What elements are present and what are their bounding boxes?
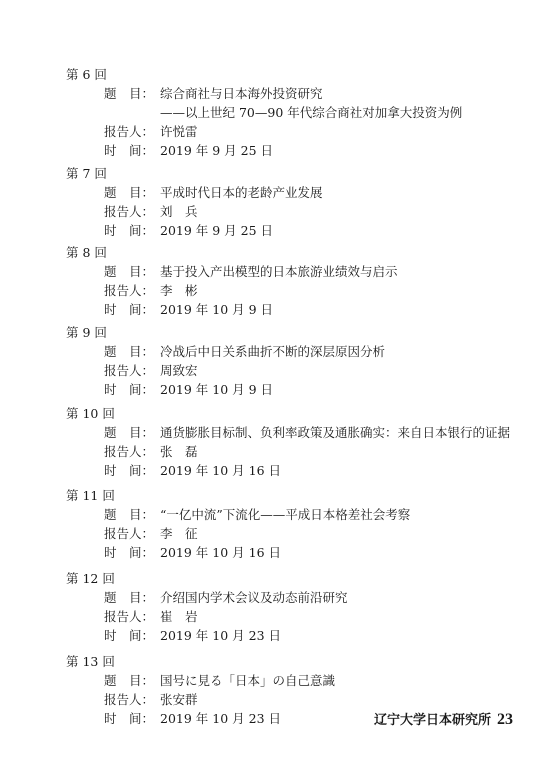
reporter-row xyxy=(66,442,516,461)
topic-label: 题 目： xyxy=(104,344,155,359)
session-block xyxy=(66,165,516,240)
reporter-label: 报告人： xyxy=(104,692,155,707)
topic-value: “一亿中流”下流化——平成日本格差社会考察 xyxy=(160,507,411,522)
time-value: 2019 年 10 月 9 日 xyxy=(160,382,274,397)
reporter-value: 李 征 xyxy=(160,526,198,541)
reporter-value: 崔 岩 xyxy=(160,609,198,624)
topic-label: 题 目： xyxy=(104,264,155,279)
topic-value: 通货膨胀目标制、负利率政策及通胀确实：来自日本银行的证据 xyxy=(160,425,511,440)
topic-subtitle: ——以上世纪 70—90 年代综合商社对加拿大投资为例 xyxy=(160,105,463,120)
topic-row xyxy=(66,588,516,607)
time-row xyxy=(66,461,516,480)
time-value: 2019 年 10 月 23 日 xyxy=(160,628,281,643)
time-label: 时 间： xyxy=(104,463,155,478)
time-label: 时 间： xyxy=(104,143,155,158)
topic-row xyxy=(66,505,516,524)
reporter-label: 报告人： xyxy=(104,283,155,298)
session-block xyxy=(66,405,516,480)
reporter-value: 许悦雷 xyxy=(160,124,198,139)
topic-value: 冷战后中日关系曲折不断的深层原因分析 xyxy=(160,344,386,359)
reporter-label: 报告人： xyxy=(104,363,155,378)
reporter-row xyxy=(66,122,516,141)
reporter-row xyxy=(66,690,516,709)
time-value: 2019 年 9 月 25 日 xyxy=(160,223,274,238)
reporter-row xyxy=(66,524,516,543)
topic-label: 题 目： xyxy=(104,590,155,605)
topic-row xyxy=(66,423,516,442)
topic-label: 题 目： xyxy=(104,86,155,101)
page-number: 23 xyxy=(497,711,513,728)
time-value: 2019 年 10 月 23 日 xyxy=(160,711,281,726)
topic-row xyxy=(66,671,516,690)
time-label: 时 间： xyxy=(104,223,155,238)
time-row xyxy=(66,300,516,319)
topic-row xyxy=(66,342,516,361)
session-block xyxy=(66,66,516,160)
session-heading: 第 8 回 xyxy=(66,245,107,260)
time-row xyxy=(66,141,516,160)
session-heading: 第 10 回 xyxy=(66,406,115,421)
reporter-label: 报告人： xyxy=(104,204,155,219)
page-footer xyxy=(374,709,513,729)
reporter-row xyxy=(66,202,516,221)
time-label: 时 间： xyxy=(104,628,155,643)
reporter-row xyxy=(66,607,516,626)
reporter-value: 刘 兵 xyxy=(160,204,198,219)
reporter-value: 周致宏 xyxy=(160,363,198,378)
reporter-label: 报告人： xyxy=(104,124,155,139)
topic-row xyxy=(66,84,516,103)
topic-label: 题 目： xyxy=(104,425,155,440)
time-row xyxy=(66,626,516,645)
topic-label: 题 目： xyxy=(104,185,155,200)
reporter-label: 报告人： xyxy=(104,526,155,541)
time-value: 2019 年 10 月 16 日 xyxy=(160,463,281,478)
session-heading: 第 13 回 xyxy=(66,654,115,669)
reporter-row xyxy=(66,361,516,380)
time-value: 2019 年 10 月 9 日 xyxy=(160,302,274,317)
time-label: 时 间： xyxy=(104,711,155,726)
reporter-label: 报告人： xyxy=(104,609,155,624)
time-value: 2019 年 9 月 25 日 xyxy=(160,143,274,158)
topic-label: 题 目： xyxy=(104,507,155,522)
time-label: 时 间： xyxy=(104,545,155,560)
reporter-row xyxy=(66,281,516,300)
session-block xyxy=(66,244,516,319)
session-heading: 第 12 回 xyxy=(66,571,115,586)
topic-value: 国号に見る「日本」の自己意識 xyxy=(160,673,336,688)
session-heading: 第 6 回 xyxy=(66,67,107,82)
session-heading: 第 11 回 xyxy=(66,488,115,503)
time-row xyxy=(66,221,516,240)
topic-value: 综合商社与日本海外投资研究 xyxy=(160,86,323,101)
session-block xyxy=(66,324,516,399)
topic-row xyxy=(66,262,516,281)
reporter-value: 张安群 xyxy=(160,692,198,707)
session-heading: 第 9 回 xyxy=(66,325,107,340)
time-row xyxy=(66,380,516,399)
topic-value: 介绍国内学术会议及动态前沿研究 xyxy=(160,590,348,605)
reporter-label: 报告人： xyxy=(104,444,155,459)
time-value: 2019 年 10 月 16 日 xyxy=(160,545,281,560)
time-row xyxy=(66,543,516,562)
reporter-value: 李 彬 xyxy=(160,283,198,298)
footer-institution: 辽宁大学日本研究所 xyxy=(373,713,491,728)
topic-row xyxy=(66,183,516,202)
topic-value: 平成时代日本的老龄产业发展 xyxy=(160,185,323,200)
reporter-value: 张 磊 xyxy=(160,444,198,459)
session-heading: 第 7 回 xyxy=(66,166,107,181)
topic-label: 题 目： xyxy=(104,673,155,688)
session-block xyxy=(66,570,516,645)
topic-value: 基于投入产出模型的日本旅游业绩效与启示 xyxy=(160,264,398,279)
time-label: 时 间： xyxy=(104,302,155,317)
session-block xyxy=(66,487,516,562)
time-label: 时 间： xyxy=(104,382,155,397)
